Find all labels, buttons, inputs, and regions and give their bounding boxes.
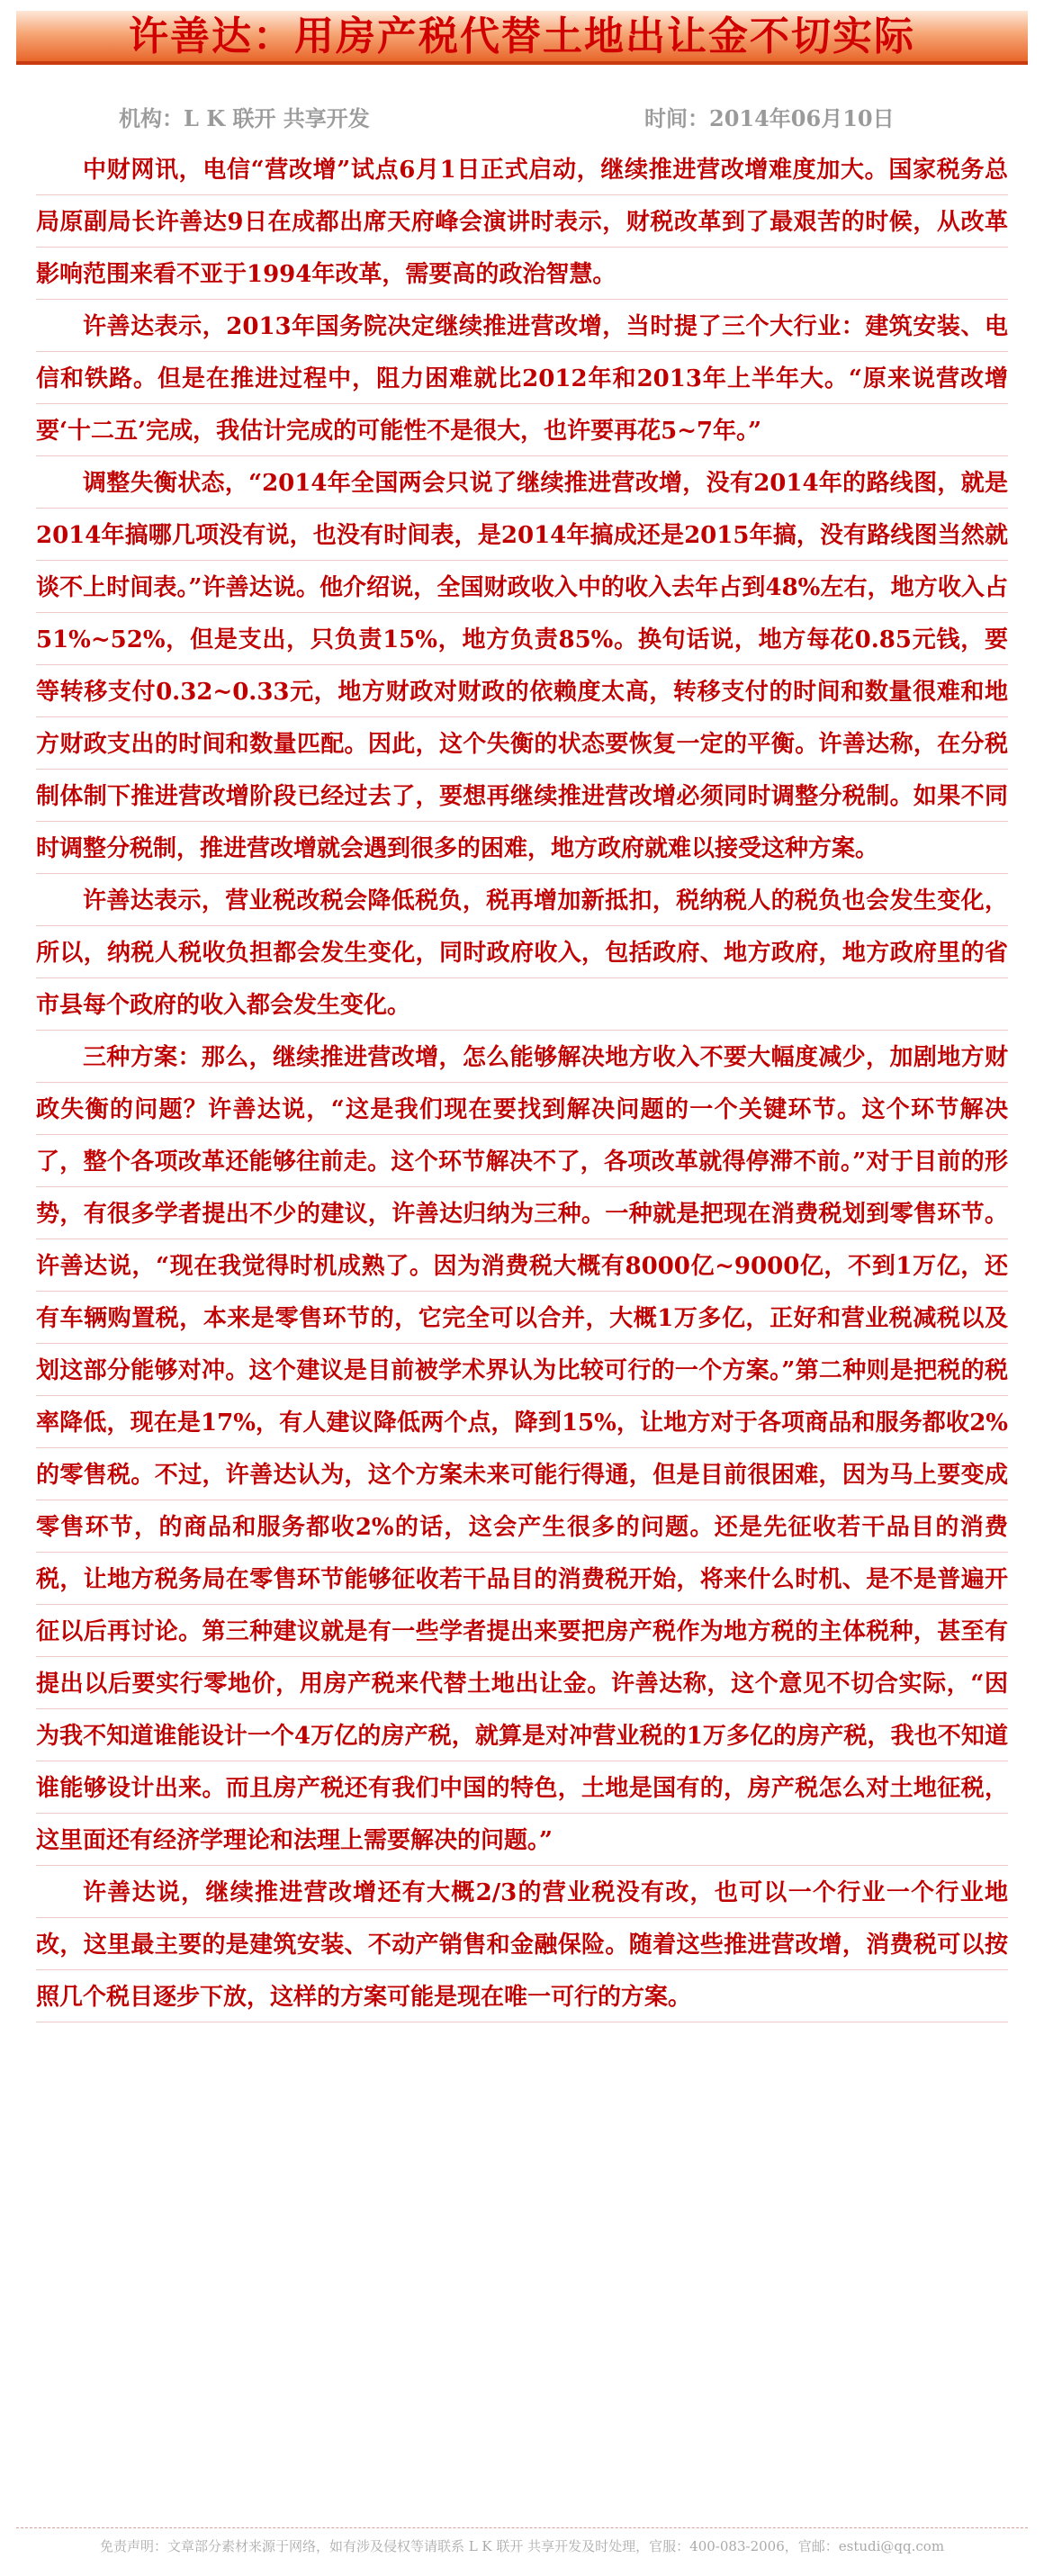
meta-org: 机构：L K 联开 共享开发 <box>119 105 370 131</box>
paragraph-4: 许善达表示，营业税改税会降低税负，税再增加新抵扣，税纳税人的税负也会发生变化，所以，纳税人税收负担都会发生变化，同时政府收入，包括政府、地方政府，地方政府里的省市县每个政府的收入都会发生变化。 <box>36 887 1008 1019</box>
paragraph-3: 调整失衡状态，“2014年全国两会只说了继续推进营改增，没有2014年的路线图，就是2014年搞哪几项没有说，也没有时间表，是2014年搞成还是2015年搞，没有路线图当然就谈不上时间表。”许善达说。他介绍说，全国财政收入中的收入去年占到48%左右，地方收入占51%~52%，但是支出，只负责15%，地方负责85%。换句话说，地方每花0.85元钱，要等转移支付0.32~0.33元，地方财政对财政的依赖度太高，转移支付的时间和数量很难和地方财政支出的时间和数量匹配。因此，这个失衡的状态要恢复一定的平衡。许善达称，在分税制体制下推进营改增阶段已经过去了，要想再继续推进营改增必须同时调整分税制。如果不同时调整分税制，推进营改增就会遇到很多的困难，地方政府就难以接受这种方案。 <box>36 470 1008 862</box>
article-meta <box>0 101 1044 137</box>
paragraph-1: 中财网讯，电信“营改增”试点6月1日正式启动，继续推进营改增难度加大。国家税务总局原副局长许善达9日在成都出席天府峰会演讲时表示，财税改革到了最艰苦的时候，从改革影响范围来看不亚于1994年改革，需要高的政治智慧。 <box>36 157 1008 288</box>
paragraph-5: 三种方案：那么，继续推进营改增，怎么能够解决地方收入不要大幅度减少，加剧地方财政失衡的问题？许善达说，“这是我们现在要找到解决问题的一个关键环节。这个环节解决了，整个各项改革还能够往前走。这个环节解决不了，各项改革就得停滞不前。”对于目前的形势，有很多学者提出不少的建议，许善达归纳为三种。一种就是把现在消费税划到零售环节。许善达说，“现在我觉得时机成熟了。因为消费税大概有8000亿~9000亿，不到1万亿，还有车辆购置税，本来是零售环节的，它完全可以合并，大概1万多亿，正好和营业税减税以及划这部分能够对冲。这个建议是目前被学术界认为比较可行的一个方案。”第二种则是把税的税率降低，现在是17%，有人建议降低两个点，降到15%，让地方对于各项商品和服务都收2%的零售税。不过，许善达认为，这个方案未来可能行得通，但是目前很困难，因为马上要变成零售环节，的商品和服务都收2%的话，这会产生很多的问题。还是先征收若干品目的消费税，让地方税务局在零售环节能够征收若干品目的消费税开始，将来什么时机、是不是普遍开征以后再讨论。第三种建议就是有一些学者提出来要把房产税作为地方税的主体税种，甚至有提出以后要实行零地价，用房产税来代替土地出让金。许善达称，这个意见不切合实际，“因为我不知道谁能设计一个4万亿的房产税，就算是对冲营业税的1万多亿的房产税，我也不知道谁能够设计出来。而且房产税还有我们中国的特色，土地是国有的，房产税怎么对土地征税，这里面还有经济学理论和法理上需要解决的问题。” <box>36 1044 1008 1854</box>
page-title: 许善达：用房产税代替土地出让金不切实际 <box>129 14 915 59</box>
meta-time: 时间：2014年06月10日 <box>644 105 895 131</box>
title-banner <box>16 11 1028 65</box>
paragraph-2: 许善达表示，2013年国务院决定继续推进营改增，当时提了三个大行业：建筑安装、电信和铁路。但是在推进过程中，阻力困难就比2012年和2013年上半年大。“原来说营改增要‘十二五’完成，我估计完成的可能性不是很大，也许要再花5~7年。” <box>36 313 1008 445</box>
footer-divider <box>16 2527 1028 2528</box>
footer-disclaimer: 免责声明：文章部分素材来源于网络，如有涉及侵权等请联系 L K 联开 共享开发及时处理，官服：400-083-2006，官邮：estudi@qq.com <box>99 2538 945 2554</box>
paragraph-6: 许善达说，继续推进营改增还有大概2/3的营业税没有改，也可以一个行业一个行业地改，这里最主要的是建筑安装、不动产销售和金融保险。随着这些推进营改增，消费税可以按照几个税目逐步下放，这样的方案可能是现在唯一可行的方案。 <box>36 1879 1008 2011</box>
article-body <box>36 144 1008 2023</box>
